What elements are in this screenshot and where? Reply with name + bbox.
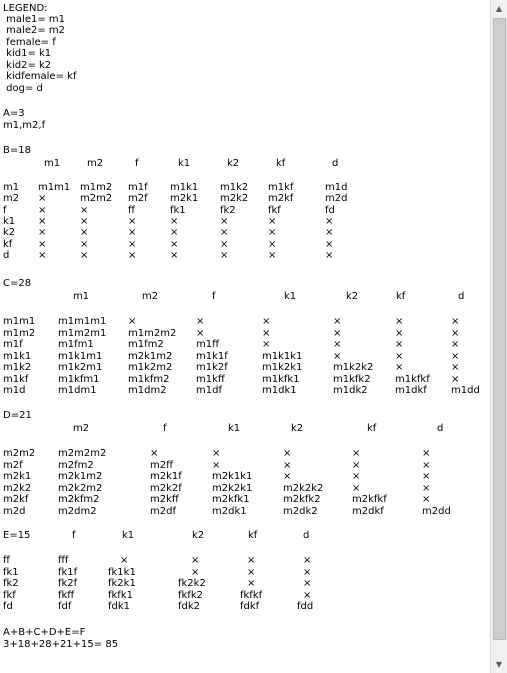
empty-cell-mark: ×: [191, 566, 200, 578]
table-cell: m1kff: [196, 373, 225, 385]
table-cell: fdkf: [240, 601, 260, 612]
column-header: m1: [44, 158, 61, 169]
table-cell: m2k2k1: [212, 482, 253, 494]
column-header: k1: [284, 291, 297, 302]
legend-line: kidfemale= kf: [3, 71, 77, 82]
empty-cell-mark: ×: [220, 215, 229, 227]
column-header: kf: [367, 423, 377, 434]
table-cell: m1m1m1: [58, 316, 107, 327]
legend-line: kid2= k2: [3, 60, 52, 71]
table-cell: m2k1m2: [128, 350, 173, 362]
table-cell: fdf: [58, 601, 72, 612]
section-a-title: A=3: [3, 108, 25, 119]
table-cell: fkfkf: [240, 589, 263, 601]
row-label: m2f: [3, 459, 23, 471]
empty-cell-mark: ×: [191, 555, 200, 566]
empty-cell-mark: ×: [80, 249, 89, 261]
table-cell: fk2k2: [178, 578, 206, 589]
table-cell: m1kfm1: [58, 373, 100, 385]
table-cell: m2ff: [150, 459, 173, 471]
column-header: f: [212, 291, 216, 302]
empty-cell-mark: ×: [395, 362, 404, 373]
empty-cell-mark: ×: [451, 373, 460, 385]
empty-cell-mark: ×: [395, 327, 404, 339]
summary-formula: A+B+C+D+E=F: [3, 627, 86, 638]
table-cell: m2kfkf: [352, 494, 387, 505]
legend-line: kid1= k1: [3, 48, 52, 59]
column-header: m2: [87, 158, 104, 169]
vertical-scrollbar[interactable]: [490, 0, 507, 673]
table-cell: m1dk1: [262, 385, 297, 396]
table-cell: fkfk2: [178, 589, 203, 601]
row-label: m1: [3, 182, 20, 193]
table-cell: fk2k1: [108, 578, 136, 589]
table-cell: m1f: [128, 182, 148, 193]
row-label: m2k2: [3, 482, 32, 494]
row-label: m2k1: [3, 471, 32, 482]
table-cell: m1k2m1: [58, 362, 103, 373]
empty-cell-mark: ×: [262, 327, 271, 339]
table-cell: m1dm2: [128, 385, 167, 396]
empty-cell-mark: ×: [333, 316, 342, 327]
column-header: f: [135, 158, 139, 169]
row-label: m1m2: [3, 327, 36, 339]
row-label: fk2: [3, 578, 19, 589]
empty-cell-mark: ×: [128, 316, 137, 327]
empty-cell-mark: ×: [422, 494, 431, 505]
row-label: k1: [3, 215, 16, 227]
empty-cell-mark: ×: [303, 566, 312, 578]
table-cell: m1dd: [451, 385, 480, 396]
empty-cell-mark: ×: [38, 227, 47, 239]
table-cell: m2dk2: [283, 505, 318, 517]
empty-cell-mark: ×: [247, 555, 256, 566]
empty-cell-mark: ×: [303, 589, 312, 601]
row-label: m2kf: [3, 494, 29, 505]
empty-cell-mark: ×: [283, 459, 292, 471]
column-header: d: [332, 158, 339, 169]
empty-cell-mark: ×: [451, 350, 460, 362]
row-label: f: [3, 204, 7, 216]
empty-cell-mark: ×: [120, 555, 129, 566]
empty-cell-mark: ×: [170, 215, 179, 227]
table-cell: m2dk1: [212, 505, 247, 517]
empty-cell-mark: ×: [128, 238, 137, 250]
empty-cell-mark: ×: [283, 471, 292, 482]
legend-line: LEGEND:: [3, 3, 48, 14]
table-cell: m2f: [128, 193, 148, 205]
table-cell: fd: [325, 204, 335, 216]
row-label: m1m1: [3, 316, 36, 327]
table-cell: m1kfk1: [262, 373, 300, 385]
row-label: fkf: [3, 589, 16, 601]
table-cell: m2k2m2: [58, 482, 103, 494]
table-d-title: D=21: [3, 410, 32, 421]
table-cell: fk1k1: [108, 566, 136, 578]
table-cell: m2m2: [80, 193, 113, 205]
row-label: ff: [3, 555, 10, 566]
row-label: kf: [3, 238, 13, 250]
empty-cell-mark: ×: [422, 471, 431, 482]
column-header: f: [72, 530, 76, 541]
table-cell: m1df: [196, 385, 222, 396]
table-c-title: C=28: [3, 278, 32, 289]
row-label: m1kf: [3, 373, 29, 385]
table-cell: m1d: [325, 182, 348, 193]
empty-cell-mark: ×: [333, 339, 342, 350]
table-cell: m2df: [150, 505, 176, 517]
empty-cell-mark: ×: [333, 350, 342, 362]
table-cell: m1k2m2: [128, 362, 173, 373]
table-cell: m1kfkf: [395, 373, 430, 385]
empty-cell-mark: ×: [262, 339, 271, 350]
empty-cell-mark: ×: [451, 316, 460, 327]
table-cell: m1k2f: [196, 362, 228, 373]
empty-cell-mark: ×: [220, 227, 229, 239]
table-cell: m2m2m2: [58, 448, 107, 459]
empty-cell-mark: ×: [128, 249, 137, 261]
empty-cell-mark: ×: [352, 471, 361, 482]
empty-cell-mark: ×: [80, 227, 89, 239]
column-header: f: [163, 423, 167, 434]
table-cell: m1m2m1: [58, 327, 107, 339]
empty-cell-mark: ×: [451, 339, 460, 350]
table-cell: fk2: [220, 204, 236, 216]
table-cell: m2fm2: [58, 459, 94, 471]
column-header: d: [437, 423, 444, 434]
empty-cell-mark: ×: [451, 362, 460, 373]
column-header: k1: [122, 530, 135, 541]
legend-line: male1= m1: [3, 14, 66, 25]
empty-cell-mark: ×: [80, 238, 89, 250]
column-header: k2: [227, 158, 240, 169]
empty-cell-mark: ×: [268, 227, 277, 239]
table-cell: m1k1: [170, 182, 199, 193]
empty-cell-mark: ×: [422, 482, 431, 494]
scroll-thumb[interactable]: [493, 18, 506, 640]
row-label: d: [3, 249, 10, 261]
row-label: m2d: [3, 505, 26, 517]
legend-line: female= f: [3, 37, 56, 48]
column-header: kf: [276, 158, 286, 169]
empty-cell-mark: ×: [196, 316, 205, 327]
table-cell: m2d: [325, 193, 348, 205]
table-cell: m2kfk2: [283, 494, 321, 505]
table-cell: fff: [58, 555, 69, 566]
empty-cell-mark: ×: [352, 459, 361, 471]
table-cell: m1dkf: [395, 385, 427, 396]
column-header: m2: [142, 291, 159, 302]
table-cell: m2kfk1: [212, 494, 250, 505]
table-cell: m2k2: [220, 193, 249, 205]
empty-cell-mark: ×: [325, 215, 334, 227]
empty-cell-mark: ×: [170, 249, 179, 261]
empty-cell-mark: ×: [128, 215, 137, 227]
empty-cell-mark: ×: [268, 215, 277, 227]
empty-cell-mark: ×: [395, 350, 404, 362]
table-cell: m1ff: [196, 339, 219, 350]
empty-cell-mark: ×: [170, 227, 179, 239]
empty-cell-mark: ×: [150, 448, 159, 459]
empty-cell-mark: ×: [395, 339, 404, 350]
table-cell: m1kfk2: [333, 373, 371, 385]
empty-cell-mark: ×: [38, 215, 47, 227]
table-cell: m1k2: [220, 182, 249, 193]
row-label: m2m2: [3, 448, 36, 459]
table-cell: m1dk2: [333, 385, 368, 396]
legend-line: male2= m2: [3, 25, 66, 36]
table-cell: m2k2k2: [283, 482, 324, 494]
column-header: k1: [178, 158, 191, 169]
table-cell: m2kff: [150, 494, 179, 505]
empty-cell-mark: ×: [303, 578, 312, 589]
empty-cell-mark: ×: [220, 249, 229, 261]
table-cell: m2k1k1: [212, 471, 253, 482]
empty-cell-mark: ×: [38, 204, 47, 216]
table-cell: m1kf: [268, 182, 294, 193]
table-e-title: E=15: [3, 530, 31, 541]
empty-cell-mark: ×: [262, 316, 271, 327]
table-cell: fk1f: [58, 566, 78, 578]
column-header: d: [303, 530, 310, 541]
column-header: k2: [346, 291, 359, 302]
empty-cell-mark: ×: [422, 459, 431, 471]
empty-cell-mark: ×: [352, 448, 361, 459]
table-cell: m1m2m2: [128, 327, 177, 339]
table-cell: fk1: [170, 204, 186, 216]
empty-cell-mark: ×: [128, 227, 137, 239]
table-cell: m1kfm2: [128, 373, 170, 385]
empty-cell-mark: ×: [212, 448, 221, 459]
table-cell: ff: [128, 204, 135, 216]
table-cell: m2k1: [170, 193, 199, 205]
table-cell: m2k1m2: [58, 471, 103, 482]
empty-cell-mark: ×: [247, 578, 256, 589]
table-cell: fkff: [58, 589, 75, 601]
row-label: m1k1: [3, 350, 32, 362]
column-header: k2: [192, 530, 205, 541]
empty-cell-mark: ×: [38, 238, 47, 250]
row-label: m1f: [3, 339, 23, 350]
table-cell: fkf: [268, 204, 281, 216]
summary-total: 3+18+28+21+15= 85: [3, 639, 119, 650]
column-header: d: [458, 291, 465, 302]
table-cell: m1fm2: [128, 339, 164, 350]
table-cell: fdk2: [178, 601, 201, 612]
column-header: m2: [73, 423, 90, 434]
column-header: k1: [228, 423, 241, 434]
column-header: m1: [73, 291, 90, 302]
empty-cell-mark: ×: [325, 249, 334, 261]
section-a-text: m1,m2,f: [3, 120, 46, 131]
table-cell: m2k2f: [150, 482, 182, 494]
table-cell: m2k1f: [150, 471, 182, 482]
column-header: kf: [396, 291, 406, 302]
table-cell: m1k2k1: [262, 362, 303, 373]
empty-cell-mark: ×: [283, 448, 292, 459]
table-cell: m2kf: [268, 193, 294, 205]
row-label: fk1: [3, 566, 19, 578]
empty-cell-mark: ×: [220, 238, 229, 250]
scroll-down-icon[interactable]: ▼: [495, 660, 503, 669]
empty-cell-mark: ×: [38, 193, 47, 205]
legend-line: dog= d: [3, 83, 43, 94]
empty-cell-mark: ×: [325, 227, 334, 239]
table-cell: m1k1f: [196, 350, 228, 362]
table-cell: m1fm1: [58, 339, 94, 350]
empty-cell-mark: ×: [170, 238, 179, 250]
table-cell: m1dm1: [58, 385, 97, 396]
empty-cell-mark: ×: [352, 482, 361, 494]
empty-cell-mark: ×: [395, 316, 404, 327]
empty-cell-mark: ×: [422, 448, 431, 459]
empty-cell-mark: ×: [80, 215, 89, 227]
table-cell: m1m1: [38, 182, 71, 193]
empty-cell-mark: ×: [80, 204, 89, 216]
empty-cell-mark: ×: [38, 249, 47, 261]
table-cell: fk2f: [58, 578, 78, 589]
column-header: k2: [291, 423, 304, 434]
table-cell: m1k1m1: [58, 350, 103, 362]
table-cell: m1k2k2: [333, 362, 374, 373]
table-b-title: B=18: [3, 145, 31, 156]
table-cell: fdk1: [108, 601, 131, 612]
empty-cell-mark: ×: [333, 327, 342, 339]
table-cell: fkfk1: [108, 589, 133, 601]
empty-cell-mark: ×: [196, 327, 205, 339]
scroll-up-icon[interactable]: ▲: [495, 4, 503, 13]
table-cell: m2kfm2: [58, 494, 100, 505]
table-cell: m1k1k1: [262, 350, 303, 362]
table-cell: m2dd: [422, 505, 451, 517]
empty-cell-mark: ×: [303, 555, 312, 566]
column-header: kf: [248, 530, 258, 541]
table-cell: m1m2: [80, 182, 113, 193]
row-label: m2: [3, 193, 20, 205]
empty-cell-mark: ×: [268, 238, 277, 250]
empty-cell-mark: ×: [247, 566, 256, 578]
empty-cell-mark: ×: [268, 249, 277, 261]
row-label: m1k2: [3, 362, 32, 373]
table-cell: m2dm2: [58, 505, 97, 517]
empty-cell-mark: ×: [212, 459, 221, 471]
empty-cell-mark: ×: [325, 238, 334, 250]
row-label: m1d: [3, 385, 26, 396]
row-label: k2: [3, 227, 16, 239]
table-cell: m2dkf: [352, 505, 384, 517]
table-cell: fdd: [297, 601, 314, 612]
row-label: fd: [3, 601, 13, 612]
empty-cell-mark: ×: [451, 327, 460, 339]
